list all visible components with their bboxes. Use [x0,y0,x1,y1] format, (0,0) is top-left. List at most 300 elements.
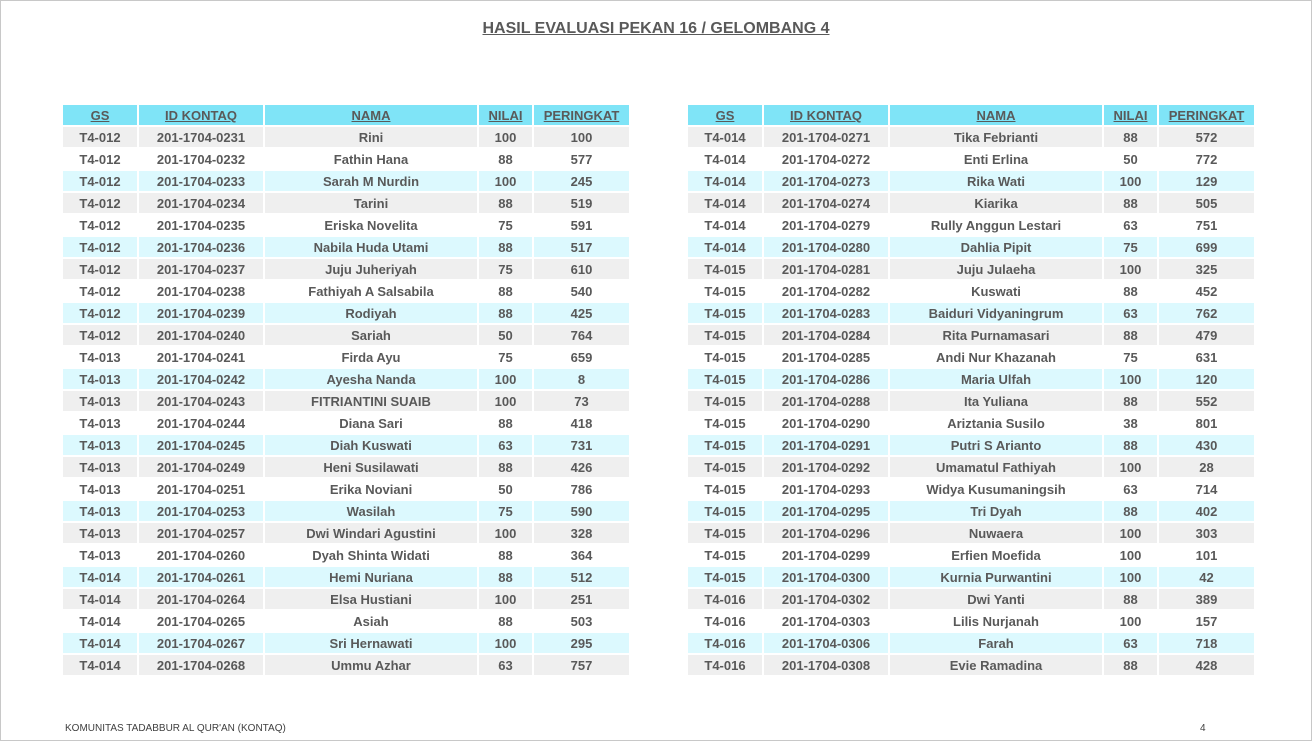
cell-id-kontaq: 201-1704-0280 [764,237,890,257]
cell-id-kontaq: 201-1704-0251 [139,479,265,499]
cell-nama: Rully Anggun Lestari [890,215,1104,235]
cell-id-kontaq: 201-1704-0302 [764,589,890,609]
cell-nama: Hemi Nuriana [265,567,479,587]
cell-nilai: 100 [1104,369,1159,389]
header-nama: NAMA [265,105,479,125]
cell-nilai: 75 [479,501,534,521]
cell-peringkat: 519 [534,193,629,213]
cell-peringkat: 503 [534,611,629,631]
cell-nama: Dahlia Pipit [890,237,1104,257]
table-row [63,413,629,433]
table-row [63,655,629,675]
cell-gs: T4-014 [688,193,764,213]
cell-gs: T4-014 [688,215,764,235]
cell-id-kontaq: 201-1704-0286 [764,369,890,389]
table-row [688,611,1254,631]
table-row [688,237,1254,257]
cell-id-kontaq: 201-1704-0261 [139,567,265,587]
cell-nilai: 100 [479,523,534,543]
cell-nama: Dwi Windari Agustini [265,523,479,543]
cell-nama: Ariztania Susilo [890,413,1104,433]
cell-gs: T4-012 [63,303,139,323]
table-row [688,501,1254,521]
cell-gs: T4-013 [63,391,139,411]
table-row [688,457,1254,477]
cell-nilai: 63 [1104,633,1159,653]
table-row [63,457,629,477]
cell-nama: Sarah M Nurdin [265,171,479,191]
cell-peringkat: 610 [534,259,629,279]
cell-peringkat: 505 [1159,193,1254,213]
cell-gs: T4-012 [63,149,139,169]
cell-peringkat: 402 [1159,501,1254,521]
cell-peringkat: 517 [534,237,629,257]
cell-nama: Evie Ramadina [890,655,1104,675]
cell-peringkat: 762 [1159,303,1254,323]
cell-id-kontaq: 201-1704-0238 [139,281,265,301]
table-row [688,479,1254,499]
left-table-body [63,127,629,675]
table-row [688,303,1254,323]
cell-id-kontaq: 201-1704-0281 [764,259,890,279]
cell-nilai: 100 [479,171,534,191]
table-row [688,127,1254,147]
table-row [63,127,629,147]
table-row [63,149,629,169]
header-peringkat: PERINGKAT [1159,105,1254,125]
cell-nama: Kuswati [890,281,1104,301]
cell-nilai: 100 [479,391,534,411]
table-row [688,545,1254,565]
cell-nama: Fathin Hana [265,149,479,169]
table-row [63,611,629,631]
cell-id-kontaq: 201-1704-0279 [764,215,890,235]
cell-peringkat: 73 [534,391,629,411]
footer-organization: KOMUNITAS TADABBUR AL QUR'AN (KONTAQ) [65,723,286,734]
cell-id-kontaq: 201-1704-0296 [764,523,890,543]
cell-nilai: 88 [479,457,534,477]
cell-gs: T4-015 [688,567,764,587]
cell-nilai: 50 [479,325,534,345]
cell-id-kontaq: 201-1704-0260 [139,545,265,565]
cell-peringkat: 452 [1159,281,1254,301]
cell-nama: Kiarika [890,193,1104,213]
cell-nama: Juju Julaeha [890,259,1104,279]
cell-gs: T4-013 [63,501,139,521]
cell-peringkat: 418 [534,413,629,433]
cell-gs: T4-015 [688,457,764,477]
cell-id-kontaq: 201-1704-0295 [764,501,890,521]
cell-nama: Rita Purnamasari [890,325,1104,345]
cell-nilai: 63 [1104,479,1159,499]
cell-peringkat: 731 [534,435,629,455]
cell-nama: Ita Yuliana [890,391,1104,411]
table-row [688,633,1254,653]
cell-gs: T4-012 [63,127,139,147]
cell-peringkat: 120 [1159,369,1254,389]
cell-id-kontaq: 201-1704-0235 [139,215,265,235]
cell-nilai: 50 [1104,149,1159,169]
cell-nilai: 75 [479,215,534,235]
cell-gs: T4-015 [688,303,764,323]
cell-nilai: 63 [1104,215,1159,235]
table-row [688,259,1254,279]
cell-nama: Eriska Novelita [265,215,479,235]
cell-gs: T4-015 [688,347,764,367]
cell-gs: T4-014 [63,611,139,631]
cell-nama: Dwi Yanti [890,589,1104,609]
cell-nama: Diana Sari [265,413,479,433]
table-row [688,215,1254,235]
cell-id-kontaq: 201-1704-0283 [764,303,890,323]
cell-gs: T4-012 [63,259,139,279]
cell-peringkat: 772 [1159,149,1254,169]
cell-nilai: 100 [1104,567,1159,587]
table-row [688,325,1254,345]
cell-peringkat: 42 [1159,567,1254,587]
cell-nilai: 88 [479,237,534,257]
cell-gs: T4-015 [688,259,764,279]
cell-id-kontaq: 201-1704-0285 [764,347,890,367]
table-row [63,633,629,653]
cell-nama: Wasilah [265,501,479,521]
cell-nama: Ummu Azhar [265,655,479,675]
table-row [63,391,629,411]
table-row [63,215,629,235]
cell-gs: T4-013 [63,435,139,455]
cell-peringkat: 245 [534,171,629,191]
cell-id-kontaq: 201-1704-0274 [764,193,890,213]
cell-gs: T4-013 [63,523,139,543]
header-nilai: NILAI [479,105,534,125]
cell-id-kontaq: 201-1704-0265 [139,611,265,631]
cell-nilai: 88 [1104,193,1159,213]
table-row [688,413,1254,433]
cell-id-kontaq: 201-1704-0245 [139,435,265,455]
cell-nama: Firda Ayu [265,347,479,367]
cell-gs: T4-014 [63,655,139,675]
footer-page-number: 4 [1200,723,1206,734]
cell-peringkat: 718 [1159,633,1254,653]
table-row [688,567,1254,587]
cell-gs: T4-015 [688,545,764,565]
cell-gs: T4-016 [688,589,764,609]
cell-gs: T4-016 [688,633,764,653]
cell-id-kontaq: 201-1704-0292 [764,457,890,477]
cell-id-kontaq: 201-1704-0236 [139,237,265,257]
table-header-row [688,105,1254,125]
cell-nama: Fathiyah A Salsabila [265,281,479,301]
table-row [63,523,629,543]
cell-nilai: 100 [1104,545,1159,565]
cell-nilai: 88 [1104,655,1159,675]
right-table-body [688,127,1254,675]
cell-nama: Nuwaera [890,523,1104,543]
table-row [688,523,1254,543]
cell-nilai: 88 [479,149,534,169]
cell-nama: Juju Juheriyah [265,259,479,279]
header-gs: GS [63,105,139,125]
cell-peringkat: 129 [1159,171,1254,191]
results-table-right [688,103,1254,677]
cell-id-kontaq: 201-1704-0272 [764,149,890,169]
cell-nama: Andi Nur Khazanah [890,347,1104,367]
cell-id-kontaq: 201-1704-0257 [139,523,265,543]
cell-nama: Rini [265,127,479,147]
cell-gs: T4-013 [63,479,139,499]
header-peringkat: PERINGKAT [534,105,629,125]
cell-peringkat: 28 [1159,457,1254,477]
cell-nama: Rodiyah [265,303,479,323]
cell-nilai: 88 [1104,501,1159,521]
cell-gs: T4-012 [63,171,139,191]
cell-gs: T4-014 [688,149,764,169]
cell-peringkat: 786 [534,479,629,499]
table-row [63,589,629,609]
cell-nama: Asiah [265,611,479,631]
header-gs: GS [688,105,764,125]
table-row [688,435,1254,455]
cell-id-kontaq: 201-1704-0288 [764,391,890,411]
table-row [63,303,629,323]
cell-nama: Erfien Moefida [890,545,1104,565]
cell-gs: T4-014 [63,589,139,609]
cell-id-kontaq: 201-1704-0293 [764,479,890,499]
cell-nilai: 100 [1104,611,1159,631]
cell-nama: Lilis Nurjanah [890,611,1104,631]
cell-gs: T4-015 [688,435,764,455]
cell-nilai: 88 [1104,589,1159,609]
cell-nama: Tika Febrianti [890,127,1104,147]
cell-id-kontaq: 201-1704-0249 [139,457,265,477]
cell-nama: Umamatul Fathiyah [890,457,1104,477]
cell-nama: Diah Kuswati [265,435,479,455]
cell-peringkat: 631 [1159,347,1254,367]
cell-nilai: 63 [479,655,534,675]
table-row [63,193,629,213]
cell-nilai: 88 [479,303,534,323]
cell-gs: T4-013 [63,545,139,565]
table-row [63,435,629,455]
table-row [688,171,1254,191]
table-row [63,171,629,191]
cell-nama: Putri S Arianto [890,435,1104,455]
cell-peringkat: 364 [534,545,629,565]
cell-peringkat: 430 [1159,435,1254,455]
cell-peringkat: 764 [534,325,629,345]
cell-nama: Tarini [265,193,479,213]
cell-gs: T4-013 [63,413,139,433]
cell-peringkat: 512 [534,567,629,587]
cell-nama: Sri Hernawati [265,633,479,653]
cell-nama: Heni Susilawati [265,457,479,477]
cell-nilai: 88 [479,611,534,631]
cell-peringkat: 590 [534,501,629,521]
cell-gs: T4-014 [688,127,764,147]
cell-gs: T4-013 [63,347,139,367]
table-row [688,193,1254,213]
cell-id-kontaq: 201-1704-0244 [139,413,265,433]
cell-nilai: 63 [1104,303,1159,323]
cell-nilai: 75 [1104,237,1159,257]
cell-nilai: 100 [479,127,534,147]
cell-nilai: 100 [1104,171,1159,191]
table-row [688,149,1254,169]
page-title: HASIL EVALUASI PEKAN 16 / GELOMBANG 4 [482,20,830,37]
cell-peringkat: 303 [1159,523,1254,543]
cell-peringkat: 577 [534,149,629,169]
cell-nilai: 100 [1104,259,1159,279]
cell-gs: T4-015 [688,281,764,301]
table-row [63,369,629,389]
cell-gs: T4-016 [688,611,764,631]
cell-gs: T4-015 [688,413,764,433]
cell-id-kontaq: 201-1704-0271 [764,127,890,147]
cell-nama: Erika Noviani [265,479,479,499]
table-row [63,281,629,301]
table-row [63,259,629,279]
cell-gs: T4-014 [63,633,139,653]
cell-nilai: 88 [1104,435,1159,455]
cell-nilai: 75 [479,259,534,279]
cell-id-kontaq: 201-1704-0308 [764,655,890,675]
cell-nilai: 88 [1104,127,1159,147]
cell-gs: T4-012 [63,237,139,257]
cell-nama: Maria Ulfah [890,369,1104,389]
cell-id-kontaq: 201-1704-0231 [139,127,265,147]
cell-gs: T4-015 [688,479,764,499]
cell-peringkat: 295 [534,633,629,653]
cell-gs: T4-013 [63,369,139,389]
cell-gs: T4-012 [63,281,139,301]
cell-peringkat: 801 [1159,413,1254,433]
cell-gs: T4-012 [63,215,139,235]
cell-nama: Farah [890,633,1104,653]
cell-peringkat: 552 [1159,391,1254,411]
table-row [63,347,629,367]
cell-nilai: 38 [1104,413,1159,433]
cell-gs: T4-014 [688,171,764,191]
header-nama: NAMA [890,105,1104,125]
table-row [688,369,1254,389]
cell-id-kontaq: 201-1704-0306 [764,633,890,653]
cell-nama: Tri Dyah [890,501,1104,521]
cell-gs: T4-016 [688,655,764,675]
cell-nilai: 88 [1104,325,1159,345]
header-id-kontaq: ID KONTAQ [764,105,890,125]
cell-nilai: 88 [1104,281,1159,301]
cell-nilai: 63 [479,435,534,455]
cell-peringkat: 8 [534,369,629,389]
cell-peringkat: 572 [1159,127,1254,147]
cell-nilai: 100 [479,369,534,389]
table-header-row [63,105,629,125]
cell-gs: T4-015 [688,501,764,521]
cell-gs: T4-015 [688,325,764,345]
table-row [688,655,1254,675]
table-row [63,325,629,345]
cell-id-kontaq: 201-1704-0303 [764,611,890,631]
cell-peringkat: 157 [1159,611,1254,631]
cell-id-kontaq: 201-1704-0237 [139,259,265,279]
cell-nama: Rika Wati [890,171,1104,191]
cell-id-kontaq: 201-1704-0232 [139,149,265,169]
cell-nilai: 88 [1104,391,1159,411]
cell-peringkat: 540 [534,281,629,301]
cell-nilai: 100 [1104,457,1159,477]
cell-nilai: 100 [1104,523,1159,543]
cell-peringkat: 479 [1159,325,1254,345]
cell-gs: T4-013 [63,457,139,477]
cell-nama: Ayesha Nanda [265,369,479,389]
cell-peringkat: 389 [1159,589,1254,609]
cell-id-kontaq: 201-1704-0267 [139,633,265,653]
cell-nilai: 75 [1104,347,1159,367]
cell-id-kontaq: 201-1704-0268 [139,655,265,675]
cell-nama: FITRIANTINI SUAIB [265,391,479,411]
cell-nama: Baiduri Vidyaningrum [890,303,1104,323]
cell-nilai: 88 [479,545,534,565]
cell-nilai: 88 [479,281,534,301]
table-row [63,567,629,587]
cell-peringkat: 328 [534,523,629,543]
cell-nama: Kurnia Purwantini [890,567,1104,587]
cell-nilai: 88 [479,567,534,587]
cell-peringkat: 591 [534,215,629,235]
cell-gs: T4-015 [688,391,764,411]
cell-gs: T4-012 [63,193,139,213]
cell-id-kontaq: 201-1704-0241 [139,347,265,367]
cell-peringkat: 100 [534,127,629,147]
table-row [63,237,629,257]
cell-peringkat: 425 [534,303,629,323]
cell-peringkat: 659 [534,347,629,367]
table-row [688,589,1254,609]
cell-id-kontaq: 201-1704-0291 [764,435,890,455]
cell-id-kontaq: 201-1704-0264 [139,589,265,609]
cell-id-kontaq: 201-1704-0282 [764,281,890,301]
cell-gs: T4-015 [688,523,764,543]
cell-id-kontaq: 201-1704-0243 [139,391,265,411]
cell-nilai: 100 [479,589,534,609]
table-row [688,281,1254,301]
table-row [63,479,629,499]
table-row [63,545,629,565]
cell-nilai: 75 [479,347,534,367]
cell-gs: T4-014 [63,567,139,587]
cell-peringkat: 714 [1159,479,1254,499]
cell-gs: T4-012 [63,325,139,345]
header-id-kontaq: ID KONTAQ [139,105,265,125]
cell-gs: T4-014 [688,237,764,257]
cell-id-kontaq: 201-1704-0299 [764,545,890,565]
cell-nama: Dyah Shinta Widati [265,545,479,565]
cell-nilai: 100 [479,633,534,653]
cell-nama: Enti Erlina [890,149,1104,169]
header-nilai: NILAI [1104,105,1159,125]
cell-id-kontaq: 201-1704-0273 [764,171,890,191]
results-table-left [63,103,629,677]
cell-peringkat: 699 [1159,237,1254,257]
cell-gs: T4-015 [688,369,764,389]
cell-peringkat: 426 [534,457,629,477]
table-row [688,391,1254,411]
cell-nilai: 88 [479,193,534,213]
cell-id-kontaq: 201-1704-0253 [139,501,265,521]
cell-id-kontaq: 201-1704-0239 [139,303,265,323]
cell-id-kontaq: 201-1704-0284 [764,325,890,345]
table-row [688,347,1254,367]
